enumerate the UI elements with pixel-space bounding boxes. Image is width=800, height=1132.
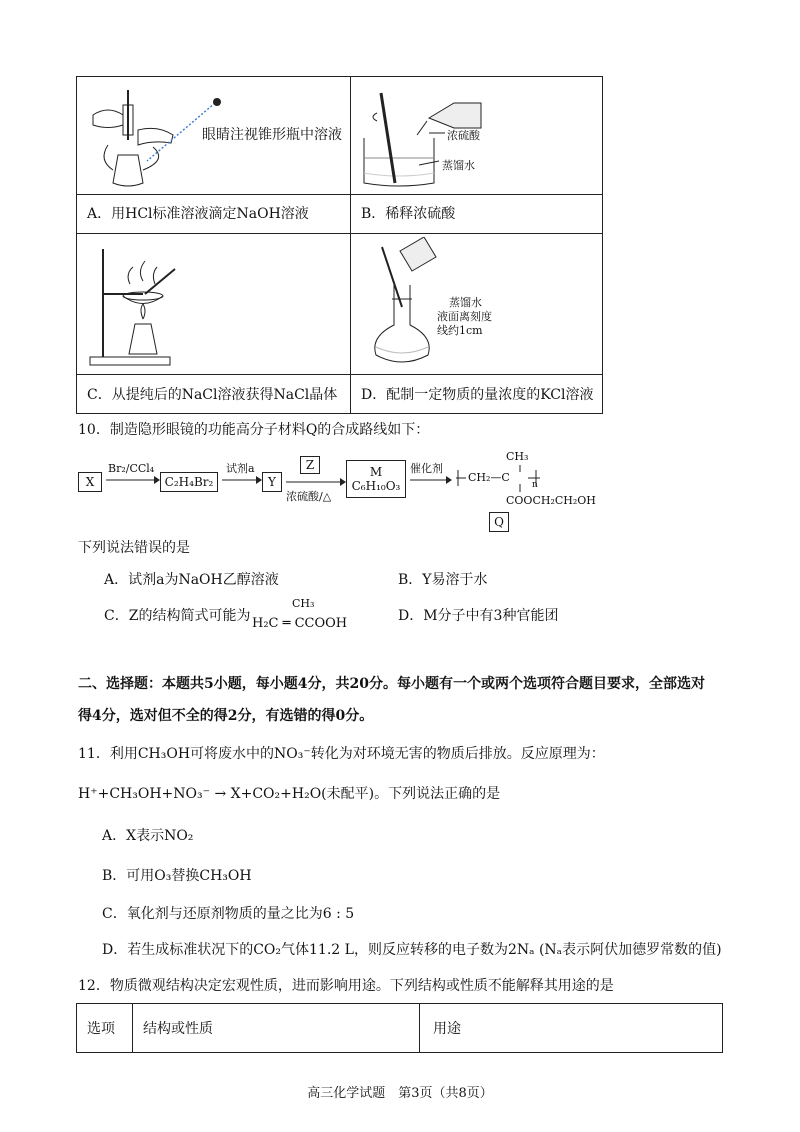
table-divider — [77, 233, 602, 234]
compound-z: Z — [300, 456, 320, 474]
q12-header-use: 用途 — [433, 1021, 461, 1037]
product-q: Q — [489, 512, 509, 532]
q11-reaction: H⁺+CH₃OH+NO₃⁻ → X+CO₂+H₂O(未配平)。下列说法正确的是 — [78, 786, 501, 802]
q12-stem: 12．物质微观结构决定宏观性质，进而影响用途。下列结构或性质不能解释其用途的是 — [78, 978, 614, 994]
q11-option-d: D．若生成标准状况下的CO₂气体11.2 L，则反应转移的电子数为2Nₐ (Nₐ表示阿伏加德罗常数的值) — [102, 942, 722, 958]
polymer-side-chain: COOCH₂CH₂OH — [506, 494, 596, 507]
catalyst-label: 催化剂 — [410, 462, 443, 475]
q10-option-d: D．M分子中有3种官能团 — [398, 608, 559, 624]
label-distilled-water-d: 蒸馏水 — [449, 296, 482, 309]
compound-m — [346, 460, 406, 498]
option-a-caption: A．用HCl标准溶液滴定NaOH溶液 — [87, 206, 309, 222]
compound-y: Y — [262, 472, 282, 492]
q12-table — [76, 1003, 723, 1053]
arrow-icon — [284, 476, 346, 488]
table-divider — [77, 194, 602, 195]
arrow-icon — [220, 474, 262, 486]
arrow-icon — [104, 474, 160, 486]
synthesis-route — [78, 450, 608, 534]
q10-option-c-ch3: CH₃ — [292, 597, 315, 610]
label-distilled-water: 蒸馏水 — [442, 159, 475, 172]
compound-x: X — [78, 472, 102, 492]
titration-annotation: 眼睛注视锥形瓶中溶液 — [202, 127, 342, 143]
compound-m-formula: C₆H₁₀O₃ — [351, 479, 401, 493]
option-d-caption: D．配制一定物质的量浓度的KCl溶液 — [361, 387, 594, 403]
compound-m-label: M — [369, 465, 383, 479]
section2-line1: 二、选择题：本题共5小题，每小题4分，共20分。每小题有一个或两个选项符合题目要求，全部选对 — [78, 676, 705, 692]
table-divider — [132, 1004, 133, 1052]
q11-option-b: B．可用O₃替换CH₃OH — [102, 868, 252, 884]
label-liquid-level-1: 液面离刻度 — [437, 310, 492, 323]
section2-line2: 得4分，选对但不全的得2分，有选错的得0分。 — [78, 708, 374, 724]
q10-option-c: C．Z的结构简式可能为 — [104, 608, 251, 624]
table-divider — [77, 374, 602, 375]
q9-apparatus-table — [76, 76, 603, 414]
arrow-icon — [408, 474, 452, 486]
option-b-caption: B．稀释浓硫酸 — [361, 206, 456, 222]
page-footer: 高三化学试题 第3页（共8页） — [307, 1086, 493, 1101]
q10-question: 下列说法错误的是 — [78, 540, 190, 556]
evaporation-illustration — [85, 239, 195, 369]
table-divider — [419, 1004, 420, 1052]
q11-option-a: A．X表示NO₂ — [102, 828, 194, 844]
q10-option-c-formula: H₂C ═ CCOOH — [252, 616, 348, 631]
polymer-chain: CH₂—C — [468, 471, 510, 484]
reagent-br2: Br₂/CCl₄ — [108, 462, 155, 475]
q12-header-option: 选项 — [87, 1021, 115, 1037]
option-c-caption: C．从提纯后的NaCl溶液获得NaCl晶体 — [87, 387, 338, 403]
q12-header-structure: 结构或性质 — [143, 1021, 213, 1037]
reagent-a: 试剂a — [226, 462, 255, 475]
label-liquid-level-2: 线约1cm — [437, 324, 483, 337]
q10-option-a: A．试剂a为NaOH乙醇溶液 — [104, 572, 279, 588]
condition-h2so4: 浓硫酸/△ — [286, 490, 332, 503]
q11-stem: 11．利用CH₃OH可将废水中的NO₃⁻转化为对环境无害的物质后排放。反应原理为： — [78, 746, 605, 762]
polymer-ch3: CH₃ — [506, 450, 529, 463]
volumetric-flask-illustration — [362, 237, 442, 369]
label-concentrated-acid: 浓硫酸 — [447, 129, 480, 142]
polymer-n: n — [532, 480, 538, 490]
compound-c2h4br2: C₂H₄Br₂ — [160, 472, 218, 492]
q11-option-c: C．氧化剂与还原剂物质的量之比为6 : 5 — [102, 906, 355, 922]
q10-stem: 10．制造隐形眼镜的功能高分子材料Q的合成路线如下： — [78, 422, 430, 438]
table-divider — [350, 77, 351, 413]
q10-option-b: B．Y易溶于水 — [398, 572, 488, 588]
